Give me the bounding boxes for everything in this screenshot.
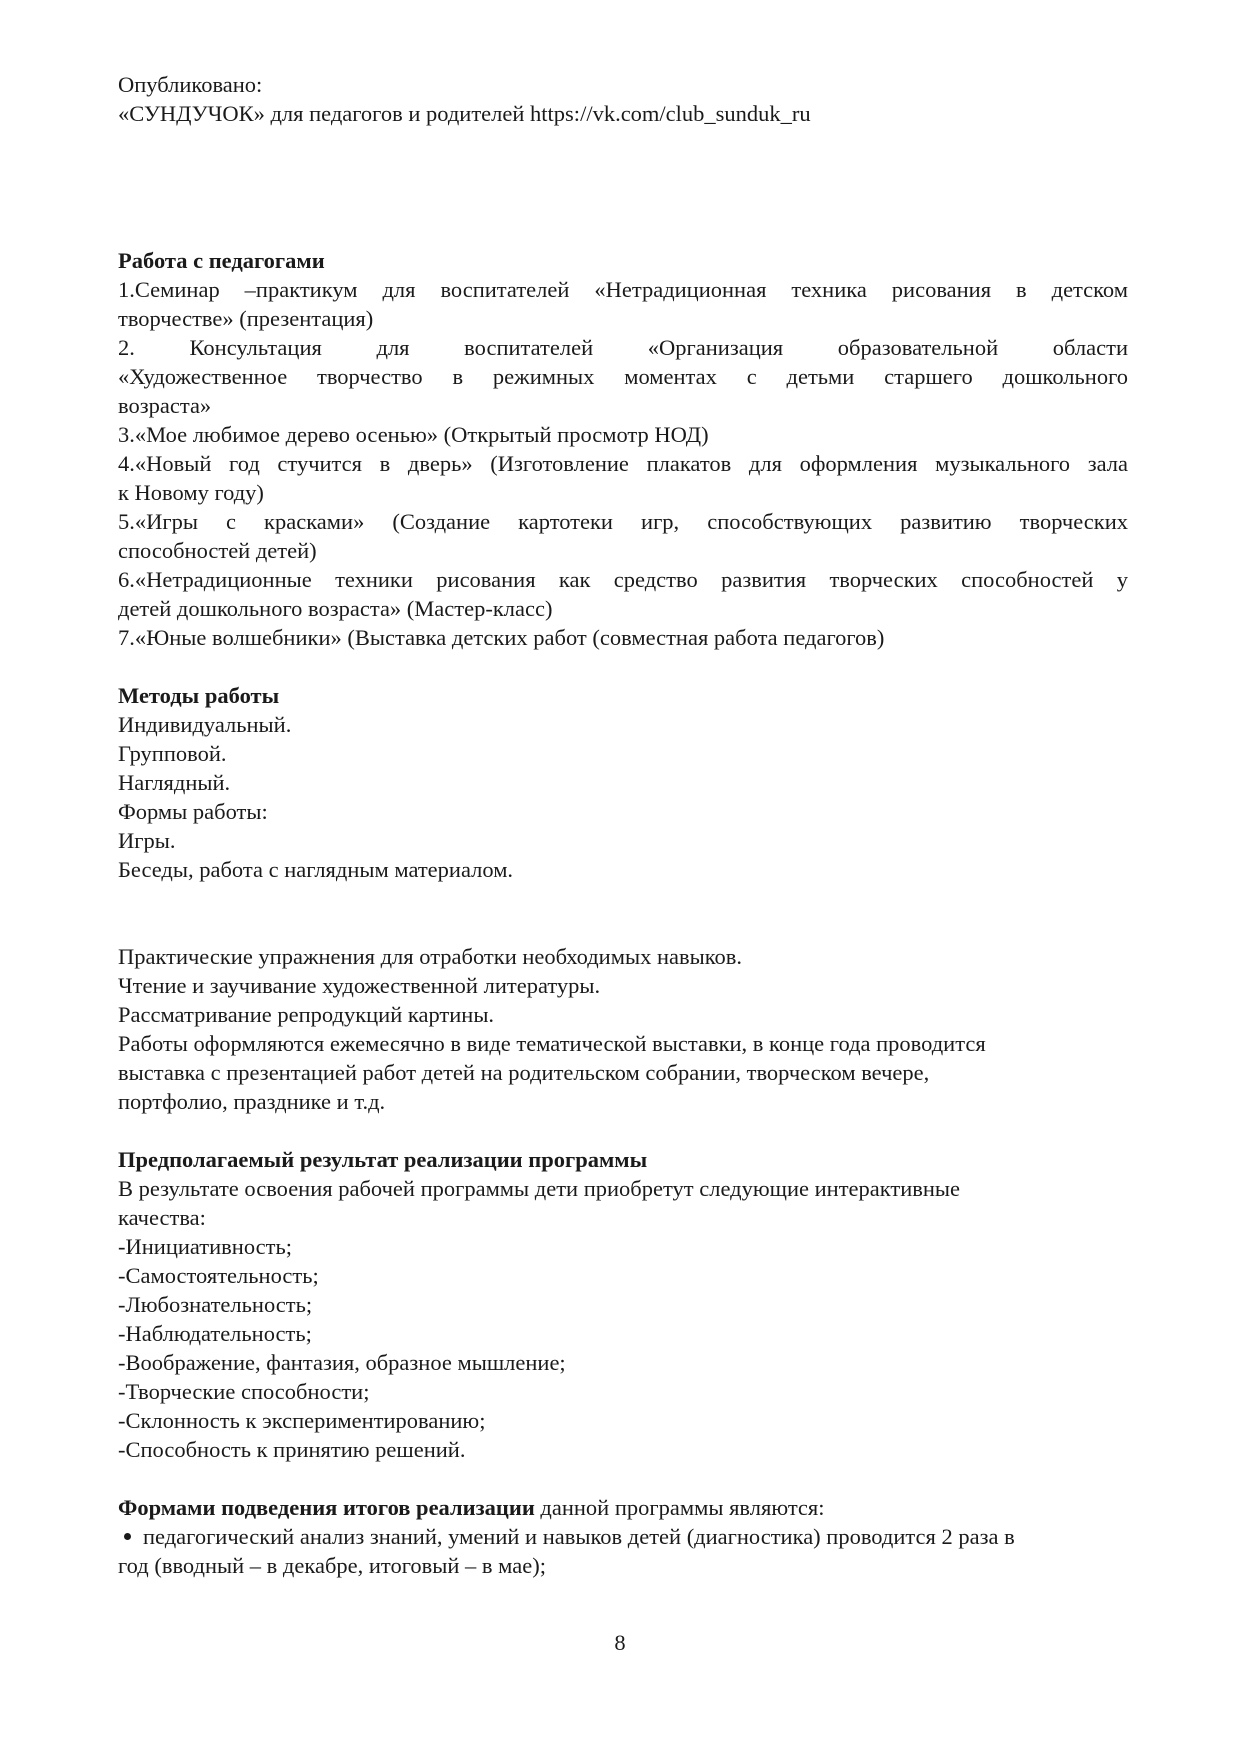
quality-item: -Наблюдательность;	[118, 1321, 312, 1346]
summary-heading-rest: данной программы являются:	[534, 1495, 825, 1520]
quality-item: -Инициативность;	[118, 1234, 292, 1259]
teachers-item-2-line-1: 2. Консультация для воспитателей «Организация образовательной области	[118, 335, 1128, 360]
teachers-item-3: 3.«Мое любимое дерево осенью» (Открытый просмотр НОД)	[118, 422, 709, 447]
teachers-item-1-line-1: 1.Семинар –практикум для воспитателей «Нетрадиционная техника рисования в детском	[118, 277, 1128, 302]
teachers-item-7: 7.«Юные волшебники» (Выставка детских работ (совместная работа педагогов)	[118, 625, 885, 650]
published-source: «СУНДУЧОК» для педагогов и родителей https://vk.com/club_sunduk_ru	[118, 101, 811, 126]
results-intro-line-1: В результате освоения рабочей программы дети приобретут следующие интерактивные	[118, 1176, 961, 1201]
methods-paragraph-line-1: Работы оформляются ежемесячно в виде тематической выставки, в конце года проводится	[118, 1031, 986, 1056]
methods-paragraph-line-3: портфолио, празднике и т.д.	[118, 1089, 386, 1114]
form-item: Практические упражнения для отработки необходимых навыков.	[118, 944, 743, 969]
methods-paragraph-line-2: выставка с презентацией работ детей на родительском собрании, творческом вечере,	[118, 1060, 930, 1085]
quality-item: -Способность к принятию решений.	[118, 1437, 466, 1462]
teachers-item-4-line-2: к Новому году)	[118, 480, 264, 505]
bullet-dot-icon	[124, 1533, 131, 1540]
document-page	[118, 70, 1128, 1580]
form-item: Чтение и заучивание художественной литературы.	[118, 973, 601, 998]
teachers-item-6-line-1: 6.«Нетрадиционные техники рисования как средство развития творческих способностей у	[118, 567, 1128, 592]
teachers-item-6-line-2: детей дошкольного возраста» (Мастер-класс)	[118, 596, 553, 621]
method-item: Групповой.	[118, 741, 227, 766]
summary-bullet-line-1: педагогический анализ знаний, умений и навыков детей (диагностика) проводится 2 раза в	[143, 1524, 1015, 1549]
forms-label: Формы работы:	[118, 799, 268, 824]
section-heading-summary	[118, 1493, 1128, 1522]
teachers-item-1-line-2: творчестве» (презентация)	[118, 306, 374, 331]
quality-item: -Творческие способности;	[118, 1379, 370, 1404]
method-item: Наглядный.	[118, 770, 231, 795]
summary-bullet-line-2: год (вводный – в декабре, итоговый – в мае);	[118, 1553, 546, 1578]
summary-bullet-item	[118, 1522, 1128, 1551]
teachers-item-2-line-2: «Художественное творчество в режимных моментах с детьми старшего дошкольного	[118, 364, 1128, 389]
teachers-item-5-line-2: способностей детей)	[118, 538, 317, 563]
form-item: Беседы, работа с наглядным материалом.	[118, 857, 514, 882]
section-heading-teachers: Работа с педагогами	[118, 248, 325, 273]
teachers-item-4-line-1: 4.«Новый год стучится в дверь» (Изготовление плакатов для оформления музыкального зала	[118, 451, 1128, 476]
section-heading-results: Предполагаемый результат реализации программы	[118, 1147, 648, 1172]
summary-heading-bold: Формами подведения итогов реализации	[118, 1495, 535, 1520]
teachers-item-5-line-1: 5.«Игры с красками» (Создание картотеки игр, способствующих развитию творческих	[118, 509, 1128, 534]
published-label: Опубликовано:	[118, 72, 263, 97]
quality-item: -Самостоятельность;	[118, 1263, 319, 1288]
section-heading-methods: Методы работы	[118, 683, 280, 708]
method-item: Индивидуальный.	[118, 712, 292, 737]
form-item: Игры.	[118, 828, 176, 853]
quality-item: -Любознательность;	[118, 1292, 313, 1317]
quality-item: -Воображение, фантазия, образное мышление;	[118, 1350, 566, 1375]
form-item: Рассматривание репродукций картины.	[118, 1002, 495, 1027]
page-number: 8	[614, 1630, 626, 1655]
quality-item: -Склонность к экспериментированию;	[118, 1408, 486, 1433]
teachers-item-2-line-3: возраста»	[118, 393, 212, 418]
results-intro-line-2: качества:	[118, 1205, 206, 1230]
